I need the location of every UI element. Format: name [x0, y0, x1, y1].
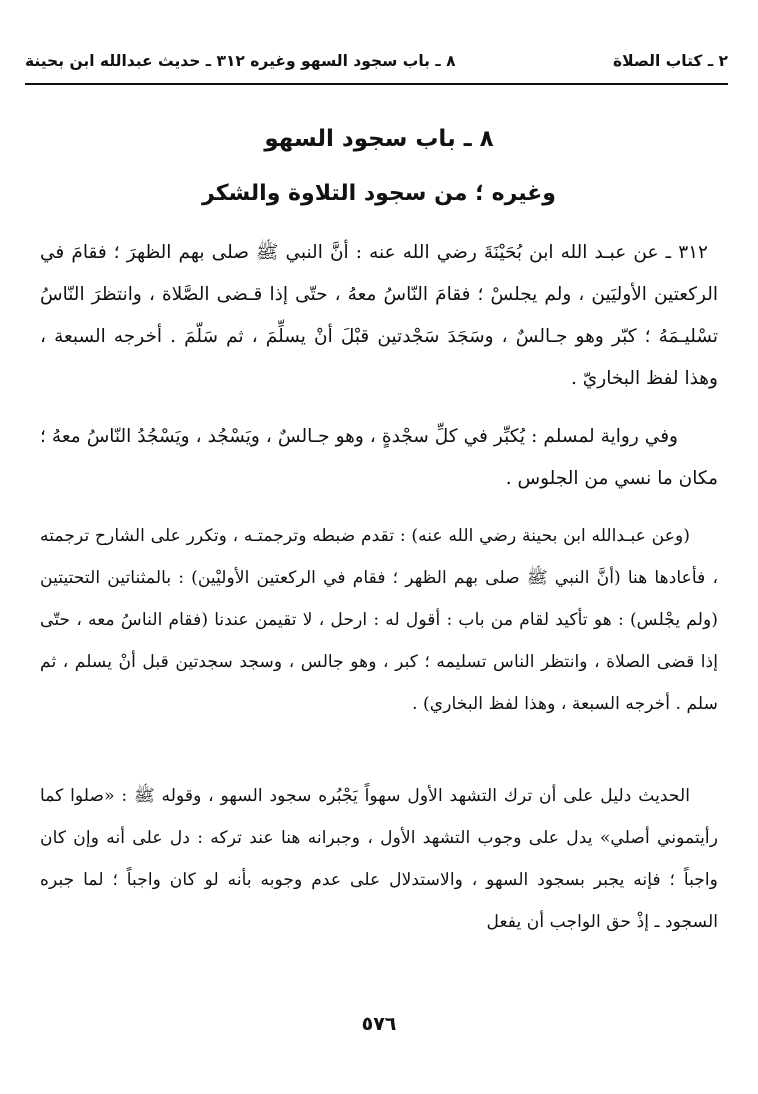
header-chapter-hadith: ٨ ـ باب سجود السهو وغيره ٣١٢ ـ حديث عبدالله ابن بحينة [25, 52, 456, 70]
chapter-title: ٨ ـ باب سجود السهو [264, 126, 494, 152]
header-book-section: ٢ ـ كتاب الصلاة [612, 52, 728, 70]
commentary-paragraph: (وعن عبـدالله ابن بحينة رضي الله عنه) : تقدم ضبطه وترجمتـه ، وتكرر على الشارح ترجمته ، فأعادها هنا (أنَّ النبي ﷺ صلى بهم الظهر ؛ فقام في الركعتين الأوليْين) : بالمثناتين التحتيتين (ولم يجْلس) : هو تأكيد لقام من باب : أقول له : ارحل ، لا تقيمن عندنا (فقام الناسُ معه ، حتّى إذا قضى الصلاة ، وانتظر الناس تسليمه ؛ كبر ، وهو جالس ، وسجد سجدتين قبل أنْ يسلم ، ثم سلم . أخرجه السبعة ، وهذا لفظ البخاري) . [40, 526, 718, 714]
chapter-subtitle: وغيره ؛ من سجود التلاوة والشكر [202, 181, 556, 206]
running-header [25, 47, 728, 75]
header-divider [25, 83, 728, 85]
page-number: ٥٧٦ [361, 1013, 397, 1035]
ruling-paragraph: الحديث دليل على أن ترك التشهد الأول سهواً يَجْبُره سجود السهو ، وقوله ﷺ : «صلوا كما رأيتموني أصلي» يدل على وجوب التشهد الأول ، وجبرانه هنا عند تركه : دل على أنه وإن كان واجباً ؛ فإنه يجبر بسجود السهو ، والاستدلال على عدم وجوبه بأنه لو كان واجباً ؛ لما جبره السجود ـ إذْ حق الواجب أن يفعل [40, 786, 718, 932]
muslim-narration: وفي رواية لمسلم : يُكبِّر في كلِّ سجْدةٍ ، وهو جـالسٌ ، ويَسْجُد ، ويَسْجُدُ النّاسُ معهُ ؛ مكان ما نسي من الجلوس . [40, 426, 718, 489]
hadith-text: ٣١٢ ـ عن عبـد الله ابن بُحَيْنَةَ رضي الله عنه : أنَّ النبي ﷺ صلى بهم الظهرَ ؛ فقامَ في الركعتين الأوليَين ، ولم يجلسْ ؛ فقامَ النّاسُ معهُ ، حتّى إذا قـضى الصَّلاة ، وانتظرَ النّاسُ تسْليـمَهُ ؛ كبّر وهو جـالسٌ ، وسَجَدَ سَجْدتين قبْلَ أنْ يسلِّمَ ، ثم سَلّمَ . أخرجه السبعة ، وهذا لفظ البخاريّ . [40, 242, 718, 389]
